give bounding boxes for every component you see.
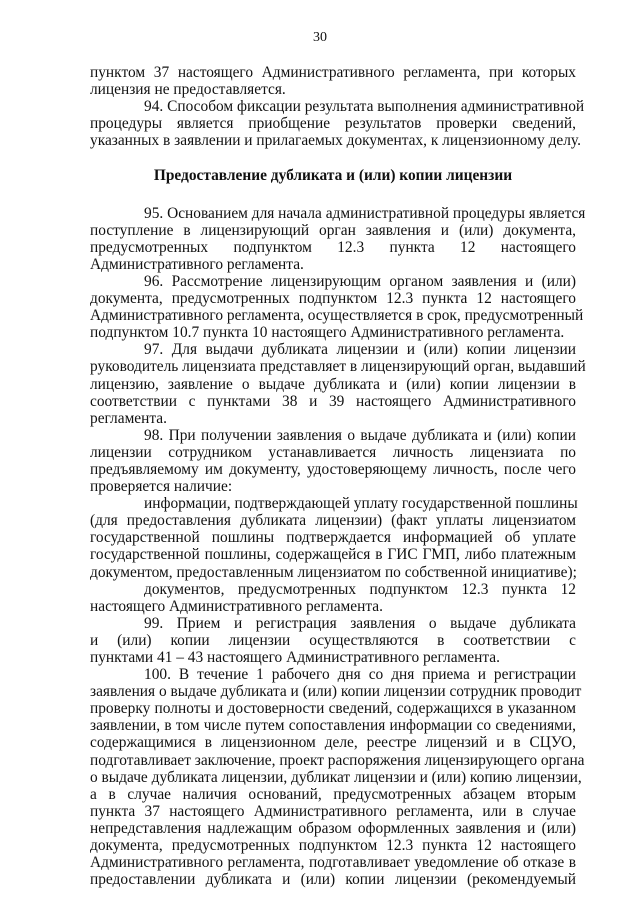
text-line: 97. Для выдачи дубликата лицензии и (или) копии лицензии — [144, 341, 576, 359]
paragraph — [90, 581, 576, 615]
text-line: непредставления надлежащим образом оформленных заявления и (или) — [90, 819, 576, 837]
text-line: пункта 37 настоящего Административного регламента, или в случае — [90, 802, 576, 820]
paragraph — [90, 495, 576, 580]
text-line: поступление в лицензирующий орган заявления и (или) документа, — [90, 221, 576, 239]
text-line: подготавливает заключение, проект распоряжения лицензирующего органа — [90, 751, 585, 769]
text-line: заявления о выдаче дубликата и (или) копии лицензии сотрудник проводит — [90, 683, 582, 701]
text-line: документом, предоставленным лицензиатом по собственной инициативе); — [90, 563, 577, 581]
paragraph — [90, 272, 584, 342]
text-line: лицензия не предоставляется. — [90, 81, 286, 99]
text-line: Административного регламента, осуществляется в срок, предусмотренный — [90, 307, 584, 325]
paragraph — [90, 666, 585, 889]
text-line: настоящего Административного регламента. — [90, 597, 383, 615]
page-number: 30 — [313, 30, 327, 45]
text-line: пунктами 41 – 43 настоящего Административного регламента. — [90, 649, 500, 666]
text-line: предоставлении дубликата и (или) копии лицензии (рекомендуемый — [90, 871, 576, 889]
text-line: а в случае наличия оснований, предусмотренных абзацем вторым — [90, 785, 576, 803]
paragraph — [90, 64, 576, 98]
text-line: руководитель лицензиата представляет в лицензирующий орган, выдавший — [90, 358, 586, 376]
paragraph — [90, 427, 576, 495]
text-line: о выдаче дубликата лицензии, дубликат лицензии и (или) копию лицензии, — [90, 768, 582, 786]
text-line: документов, предусмотренных подпунктом 12.3 пункта 12 — [144, 580, 576, 598]
text-line: 94. Способом фиксации результата выполнения административной — [144, 98, 585, 116]
text-line: регламента. — [90, 409, 167, 427]
text-line: проверяется наличие: — [90, 478, 233, 496]
text-line: заявлении, в том числе путем сопоставления информации со сведениями, — [90, 717, 576, 735]
paragraph — [90, 615, 576, 666]
section-heading: Предоставление дубликата и (или) копии лицензии — [153, 167, 513, 185]
text-line: (для предоставления дубликата лицензии) (факт уплаты лицензиатом — [90, 512, 576, 530]
text-line: предъявляемому им документу, удостоверяющему личность, после чего — [90, 460, 576, 478]
text-line: Административного регламента. — [90, 255, 304, 273]
document-body — [90, 64, 586, 889]
paragraph — [90, 204, 586, 273]
text-line: 98. При получении заявления о выдаче дубликата и (или) копии — [144, 426, 576, 444]
text-line: предусмотренных подпунктом 12.3 пункта 12 настоящего — [90, 238, 576, 256]
text-line: Административного регламента, подготавливает уведомление об отказе в — [90, 854, 576, 872]
text-line: информации, подтверждающей уплату государственной пошлины — [144, 495, 578, 513]
text-line: государственной пошлины, содержащейся в ГИС ГМП, либо платежным — [90, 546, 576, 564]
text-line: 99. Прием и регистрация заявления о выдаче дубликата — [144, 614, 576, 632]
text-line: документа, предусмотренных подпунктом 12.3 пункта 12 настоящего — [90, 290, 576, 308]
text-line: 100. В течение 1 рабочего дня со дня приема и регистрации — [144, 666, 576, 684]
text-line: указанных в заявлении и прилагаемых документах, к лицензионному делу. — [90, 132, 581, 150]
text-line: документа, предусмотренных подпунктом 12.3 пункта 12 настоящего — [90, 837, 576, 855]
paragraph — [90, 98, 585, 150]
text-line: лицензию, заявление о выдаче дубликата и (или) копии лицензии в — [90, 375, 576, 393]
text-line: пунктом 37 настоящего Административного регламента, при которых — [90, 64, 576, 81]
text-line: 96. Рассмотрение лицензирующим органом заявления и (или) — [144, 272, 576, 290]
text-line: государственной пошлины подтверждается информацией об уплате — [90, 529, 576, 547]
text-line: соответствии с пунктами 38 и 39 настоящего Административного — [90, 392, 576, 410]
text-line: проверку полноты и достоверности сведений, содержащихся в указанном — [90, 700, 576, 718]
paragraph — [90, 341, 586, 427]
text-line: 95. Основанием для начала административной процедуры является — [144, 204, 586, 222]
text-line: содержащимися в лицензионном деле, реестре лицензий и в СЦУО, — [90, 734, 576, 752]
text-line: процедуры является приобщение результатов проверки сведений, — [90, 115, 576, 133]
text-line: и (или) копии лицензии осуществляются в соответствии с — [90, 631, 576, 649]
text-line: лицензии сотрудником устанавливается личность лицензиата по — [90, 443, 576, 461]
text-line: подпунктом 10.7 пункта 10 настоящего Административного регламента. — [90, 324, 565, 342]
